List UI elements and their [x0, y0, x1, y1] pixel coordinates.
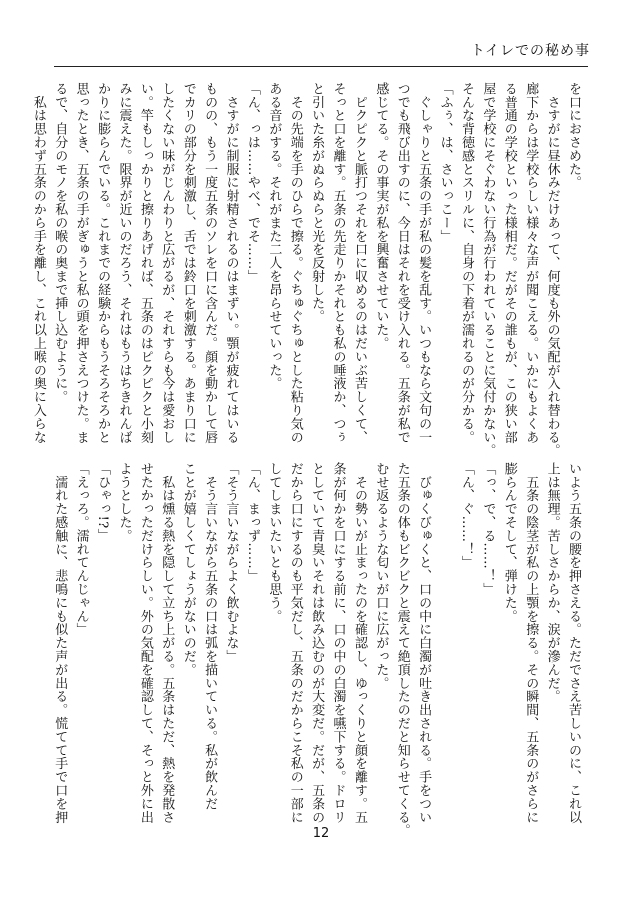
text-line: としていて青臭いそれは飲み込むのが大変だ。だが、五条の — [309, 462, 325, 824]
text-line: る普通の学校といった様相だ。だがその誰もが、この狭い部 — [501, 82, 517, 444]
text-line: と引いた糸がぬらぬらと光を反射した。 — [309, 82, 325, 324]
text-line: 「そう言いながらよく飲むよな」 — [223, 462, 239, 663]
text-line: 膨らんでそして、弾けた。 — [501, 462, 517, 623]
text-line: ようとした。 — [116, 462, 132, 543]
text-line: 五条の陰茎が私の上顎を擦る。その瞬間、五条のがさらに — [523, 462, 539, 824]
text-line: 上は無理。苦しさからか、涙が滲んだ。 — [544, 462, 560, 704]
text-line: ことが嬉しくてしょうがないのだ。 — [180, 462, 196, 677]
text-line: つでも飛び出すのに、今日はそれを受け入れる。五条が私で — [394, 82, 410, 444]
page-number: 12 — [312, 826, 330, 841]
text-line: したくない味がじんわりと広がるが、それすらも今は愛おし — [159, 82, 175, 444]
text-line: そんな背徳感とスリルに、自身の下着が濡れるのが分かる。 — [458, 82, 474, 444]
text-line: 私は燻る熱を隠して立ち上がる。五条はただ、熱を発散さ — [159, 462, 175, 824]
text-line: でカリの部分を刺激し、舌では鈴口を刺激する。あまり口に — [180, 82, 196, 444]
text-line: かりに膨らんでいる。これまでの経験からもうそろそろかと — [95, 82, 111, 444]
text-line: そっと口を離す。五条の先走りかそれとも私の唾液か、つぅ — [330, 82, 346, 444]
text-line: い。竿もしっかりと擦りあげれば、五条のはピクピクと小刻 — [137, 82, 153, 444]
text-line: 条が何かを口にする前に、口の中の白濁を嚥下する。ドロリ — [330, 462, 346, 824]
text-line: その勢いが止まったのを確認し、ゆっくりと顔を離す。五 — [351, 462, 367, 824]
text-line: ピクピクと脈打つそれを口に収めるのはだいぶ苦しくて、 — [351, 82, 367, 444]
text-line: いよう五条の腰を押さえる。ただでさえ苦しいのに、これ以 — [566, 462, 581, 824]
text-line — [434, 462, 455, 797]
text-line: だから口にするのも平気だし、五条のだからこそ私の一部に — [287, 462, 303, 824]
text-line: さすがに制服に射精されるのはまずい。顎が疲れてはいる — [223, 82, 239, 444]
text-line: 廊下からは学校らしい様々な声が聞こえる。いかにもよくあ — [523, 82, 539, 444]
text-line: 屋で学校にそぐわない行為が行われていることに気付かない。 — [480, 82, 496, 458]
text-line: 「ふぅ、は、さいっこー」 — [437, 82, 453, 243]
text-line: 感じてる。その事実が私を興奮させていた。 — [373, 82, 389, 350]
text-line: た五条の体もビクビクと震えて絶頂したのだと知らせてくる。 — [394, 462, 410, 838]
text-line: 「ん、ぐ……！」 — [458, 462, 474, 570]
text-line: 「ん、っは……やべ、でそ……」 — [244, 82, 260, 283]
text-line: 思ったとき、五条の手がぎゅうと私の頭を押さえつけた。ま — [73, 82, 89, 444]
text-line: を口におさめた。 — [566, 82, 581, 190]
text-line: 濡れた感触に、悲鳴にも似た声が出る。慌てて手で口を押 — [52, 462, 68, 824]
text-line: みに震えた。限界が近いのだろう、それはもうはちきれんば — [116, 82, 132, 444]
text-line: むせ返るような匂いが口に広がった。 — [373, 462, 389, 690]
text-line: さすがに昼休みだけあって、何度も外の気配が入れ替わる。 — [544, 82, 560, 458]
running-header-title: トイレでの秘め事 — [470, 43, 590, 59]
text-line: せたかっただけらしい。外の気配を確認して、そっと外に出 — [137, 462, 153, 824]
text-line: 「っ、で、る……！」 — [480, 462, 496, 596]
text-line: るで、自分のモノを私の喉の奥まで挿し込むように。 — [52, 82, 68, 404]
text-line: そう言いながら五条の口は弧を描いている。私が飲んだ — [202, 462, 218, 811]
text-line: してしまいたいとも思う。 — [266, 462, 282, 623]
text-line: 「ひゃっ!?」 — [95, 462, 111, 542]
text-line: ある音がする。それがまた二人を昂らせていった。 — [266, 82, 282, 391]
text-line: 私は思わず五条のから手を離し、これ以上喉の奥に入らな — [30, 82, 46, 444]
text-line: 「えっろ。濡れてんじゃん」 — [73, 462, 89, 637]
text-line: ぐしゃりと五条の手が私の髪を乱す。いつもなら文句の一 — [416, 82, 432, 444]
text-line: ものの、もう一度五条のソレを口に含んだ。顔を動かして唇 — [202, 82, 218, 444]
text-line: その先端を手のひらで擦る。ぐちゅぐちゅとした粘り気の — [287, 82, 303, 444]
text-block-upper — [30, 82, 584, 458]
text-line: 「ん、まっず……」 — [244, 462, 260, 583]
header-rule — [54, 66, 588, 67]
text-line: びゅくびゅくと、口の中に白濁が吐き出される。手をつい — [416, 462, 432, 824]
